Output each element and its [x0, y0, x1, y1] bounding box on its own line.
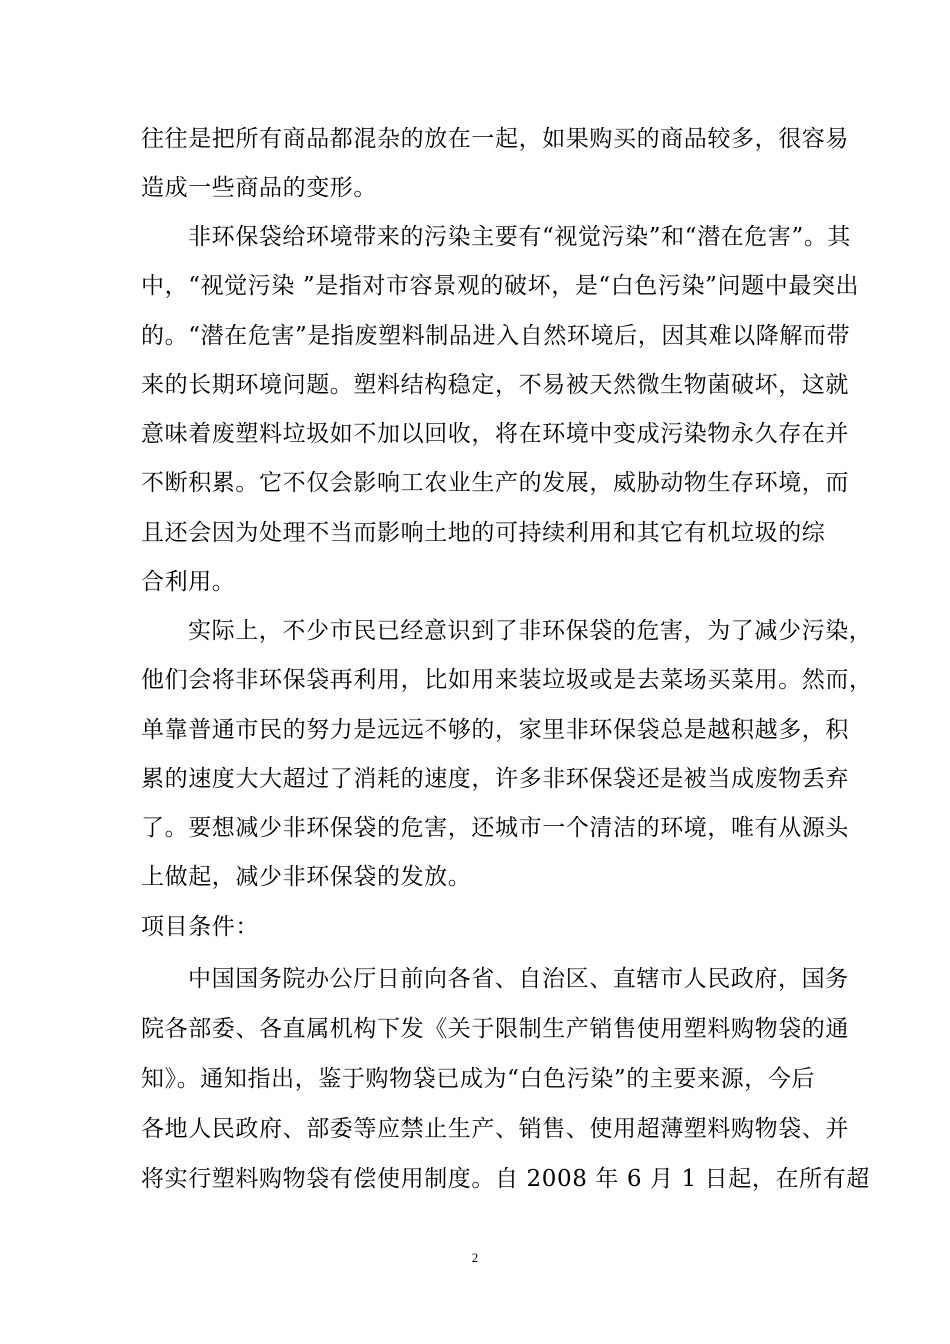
- text-line: 的。“潜在危害”是指废塑料制品进入自然环境后，因其难以降解而带: [141, 323, 851, 349]
- text-line: 且还会因为处理不当而影响土地的可持续利用和其它有机垃圾的综: [141, 520, 826, 546]
- text-line: 中，“视觉污染 ”是指对市容景观的破坏，是“白色污染”问题中最突出: [141, 273, 860, 299]
- text-line: 中国国务院办公厅日前向各省、自治区、直辖市人民政府，国务: [188, 966, 849, 992]
- text-line: 院各部委、各直属机构下发《关于限制生产销售使用塑料购物袋的通: [141, 1016, 849, 1042]
- page-number: 2: [471, 1250, 479, 1265]
- text-line: 单靠普通市民的努力是远远不够的，家里非环保袋总是越积越多，积: [141, 717, 849, 743]
- text-line: 上做起，减少非环保袋的发放。: [141, 864, 472, 890]
- text-line: 造成一些商品的变形。: [141, 175, 377, 201]
- text-line: 不断积累。它不仅会影响工农业生产的发展，威胁动物生存环境，而: [141, 470, 849, 496]
- section-heading: 项目条件：: [141, 914, 259, 940]
- text-line: 非环保袋给环境带来的污染主要有“视觉污染”和“潜在危害”。其: [188, 224, 852, 250]
- text-line: 知》。通知指出，鉴于购物袋已成为“白色污染”的主要来源，今后: [141, 1066, 816, 1092]
- text-line: 了。要想减少非环保袋的危害，还城市一个清洁的环境，唯有从源头: [141, 815, 849, 841]
- text-line: 累的速度大大超过了消耗的速度，许多非环保袋还是被当成废物丢弃: [141, 766, 849, 792]
- text-line: 来的长期环境问题。塑料结构稳定，不易被天然微生物菌破坏，这就: [141, 372, 849, 398]
- text-line: 各地人民政府、部委等应禁止生产、销售、使用超薄塑料购物袋、并: [141, 1116, 849, 1142]
- text-line: 实际上，不少市民已经意识到了非环保袋的危害，为了减少污染，: [188, 618, 873, 644]
- text-line: 合利用。: [141, 569, 236, 595]
- text-line: 往往是把所有商品都混杂的放在一起，如果购买的商品较多，很容易: [141, 126, 849, 152]
- text-line: 他们会将非环保袋再利用，比如用来装垃圾或是去菜场买菜用。然而，: [141, 667, 873, 693]
- text-line: 将实行塑料购物袋有偿使用制度。自 2008 年 6 月 1 日起，在所有超: [141, 1166, 870, 1192]
- text-line: 意味着废塑料垃圾如不加以回收，将在环境中变成污染物永久存在并: [141, 421, 849, 447]
